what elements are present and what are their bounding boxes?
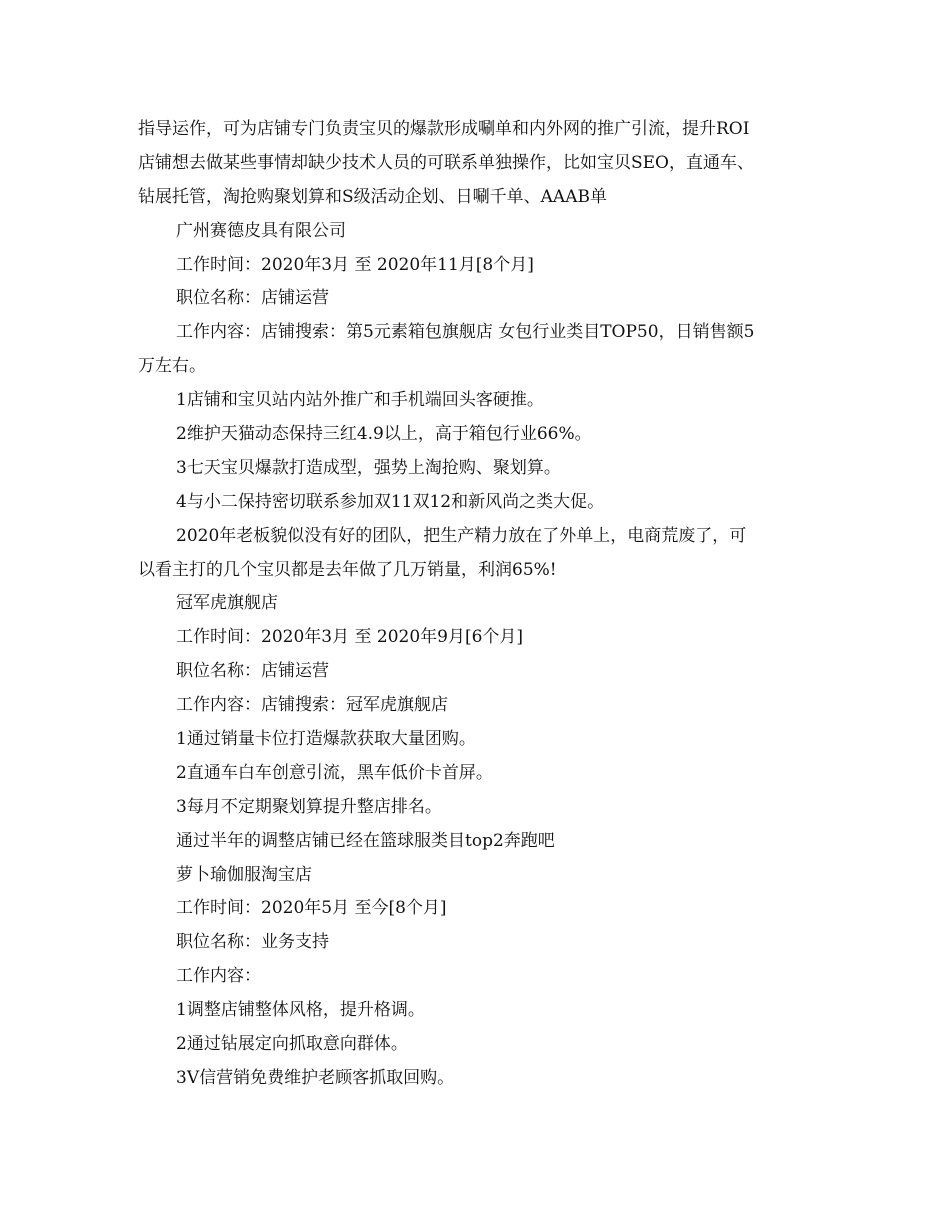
text-line: 通过半年的调整店铺已经在篮球服类目top2奔跑吧 [176,830,555,851]
job-content: 工作内容：店铺搜索：第5元素箱包旗舰店 女包行业类目TOP50，日销售额5 [176,322,755,343]
text-line: 指导运作，可为店铺专门负责宝贝的爆款形成唰单和内外网的推广引流，提升ROI [138,119,750,139]
list-item: 1调整店铺整体风格，提升格调。 [176,1000,425,1021]
job-content: 工作内容：店铺搜索：冠军虎旗舰店 [176,695,448,716]
list-item: 1店铺和宝贝站内站外推广和手机端回头客硬推。 [176,390,544,411]
list-item: 2通过钻展定向抓取意向群体。 [176,1034,408,1055]
work-period: 工作时间：2020年3月 至 2020年9月[6个月] [176,627,524,648]
job-content: 工作内容： [176,966,261,987]
text-line: 店铺想去做某些事情却缺少技术人员的可联系单独操作，比如宝贝SEO，直通车、 [138,152,754,173]
text-line: 万左右。 [138,356,206,377]
document-body [138,113,818,1096]
list-item: 4与小二保持密切联系参加双11双12和新风尚之类大促。 [176,491,605,512]
work-period: 工作时间：2020年5月 至今[8个月] [176,898,447,919]
list-item: 2直通车白车创意引流，黑车低价卡首屏。 [176,762,493,783]
text-line: 以看主打的几个宝贝都是去年做了几万销量，利润65%! [138,559,557,580]
list-item: 2维护天猫动态保持三红4.9以上，高于箱包行业66%。 [176,424,592,445]
company-name: 冠军虎旗舰店 [176,593,278,614]
company-name: 萝卜瑜伽服淘宝店 [176,864,312,885]
job-title: 职位名称：店铺运营 [176,661,329,682]
list-item: 3七天宝贝爆款打造成型，强势上淘抢购、聚划算。 [176,457,561,478]
job-title: 职位名称：业务支持 [176,932,329,953]
work-period: 工作时间：2020年3月 至 2020年11月[8个月] [176,254,534,275]
text-line: 钻展托管，淘抢购聚划算和S级活动企划、日唰千单、AAAB单 [138,186,607,207]
company-name: 广州赛德皮具有限公司 [176,220,346,241]
list-item: 3V信营销免费维护老顾客抓取回购。 [176,1067,455,1088]
text-line: 2020年老板貌似没有好的团队，把生产精力放在了外单上，电商荒废了，可 [176,525,747,546]
list-item: 3每月不定期聚划算提升整店排名。 [176,796,442,817]
list-item: 1通过销量卡位打造爆款获取大量团购。 [176,729,476,750]
job-title: 职位名称：店铺运营 [176,288,329,309]
